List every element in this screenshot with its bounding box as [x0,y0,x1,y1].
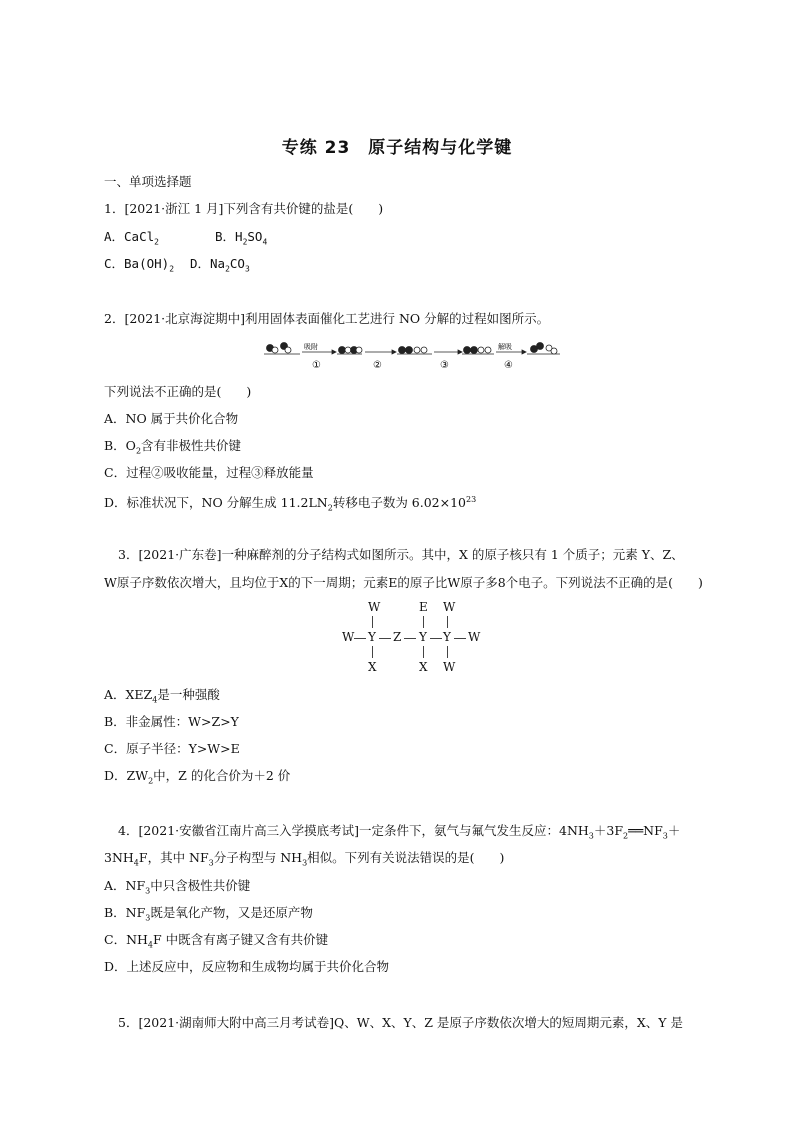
atom: W [443,600,456,614]
q4-option-c[interactable]: C．$NH_4F$ 中既含有离子键又含有共价键 [104,932,329,950]
step-label-4: ④ [504,360,513,371]
q2-option-b[interactable]: B．$O_2$含有非极性共价键 [104,438,242,456]
atom: E [419,600,428,614]
arrow-label-adsorb: 吸附 [304,343,318,351]
q3-option-b[interactable]: B．非金属性：W>Z>Y [104,714,239,729]
q4-stem-line1: 4．[2021·安徽省江南片高三入学摸底考试]一定条件下，氨气与氟气发生反应：$4NH_3+3F_2══NF_3+$ [118,823,681,841]
q2-option-d[interactable]: D．标准状况下，NO 分解生成 $11.2LN_2$转移电子数为 $6.02\times 10^{23}$ [104,495,477,513]
page-title: 专练 23 原子结构与化学键 [281,138,513,158]
q3-stem-line2: W原子序数依次增大，且均位于X的下一周期；元素E的原子比W原子多8个电子。下列说法不正确的是( ) [104,575,703,590]
q2-option-c[interactable]: C．过程②吸收能量，过程③释放能量 [104,465,314,480]
q1-stem: 1．[2021·浙江 1 月]下列含有共价键的盐是( ) [104,201,384,216]
atom: Y [443,630,451,644]
molecular-structure [330,598,490,678]
q4-option-d[interactable]: D．上述反应中，反应物和生成物均属于共价化合物 [104,959,390,974]
step-label-1: ① [312,360,321,371]
atom: X [419,660,428,674]
no-decomposition-diagram [262,338,562,374]
q4-option-a[interactable]: A．$NF_3$中只含极性共价键 [104,878,251,896]
atom: W [342,630,355,644]
atom: W [468,630,481,644]
q3-option-c[interactable]: C．原子半径：Y>W>E [104,741,240,756]
atom: Y [419,630,427,644]
step-label-2: ② [373,360,382,371]
q2-option-a[interactable]: A．NO 属于共价化合物 [104,411,239,426]
q2-stem: 2．[2021·北京海淀期中]利用固体表面催化工艺进行 NO 分解的过程如图所示。 [104,311,550,326]
section-heading: 一、单项选择题 [104,174,192,189]
q1-option-d[interactable]: D．$Na_2CO_3$ [190,256,250,274]
q1-option-a[interactable]: A．CaCl$_2$ [104,229,159,247]
arrow-label-desorb: 解吸 [498,343,512,351]
q4-option-b[interactable]: B．$NF_3$既是氧化产物，又是还原产物 [104,905,313,923]
step-label-3: ③ [440,360,449,371]
q2-question: 下列说法不正确的是( ) [104,384,252,399]
q5-stem: 5．[2021·湖南师大附中高三月考试卷]Q、W、X、Y、Z 是原子序数依次增大的短周期元素，X、Y 是 [118,1015,684,1030]
q4-stem-line2: $3NH_4F$，其中 $NF_3$分子构型与 $NH_3$相似。下列有关说法错误的是( ) [104,850,505,868]
atom: W [368,600,381,614]
q1-option-b[interactable]: B．$H_2SO_4$ [215,229,268,247]
q1-option-c[interactable]: C．$Ba(OH)_2$ [104,256,175,274]
q3-option-a[interactable]: A．$XEZ_4$是一种强酸 [104,687,220,705]
q3-stem-line1: 3．[2021·广东卷]一种麻醉剂的分子结构式如图所示。其中，X 的原子核只有 1 个质子；元素 Y、Z、 [118,547,684,562]
atom: Y [368,630,376,644]
atom: Z [393,630,402,644]
atom: X [368,660,377,674]
atom: W [443,660,456,674]
q3-option-d[interactable]: D．$ZW_2$中，Z 的化合价为＋2 价 [104,768,291,786]
